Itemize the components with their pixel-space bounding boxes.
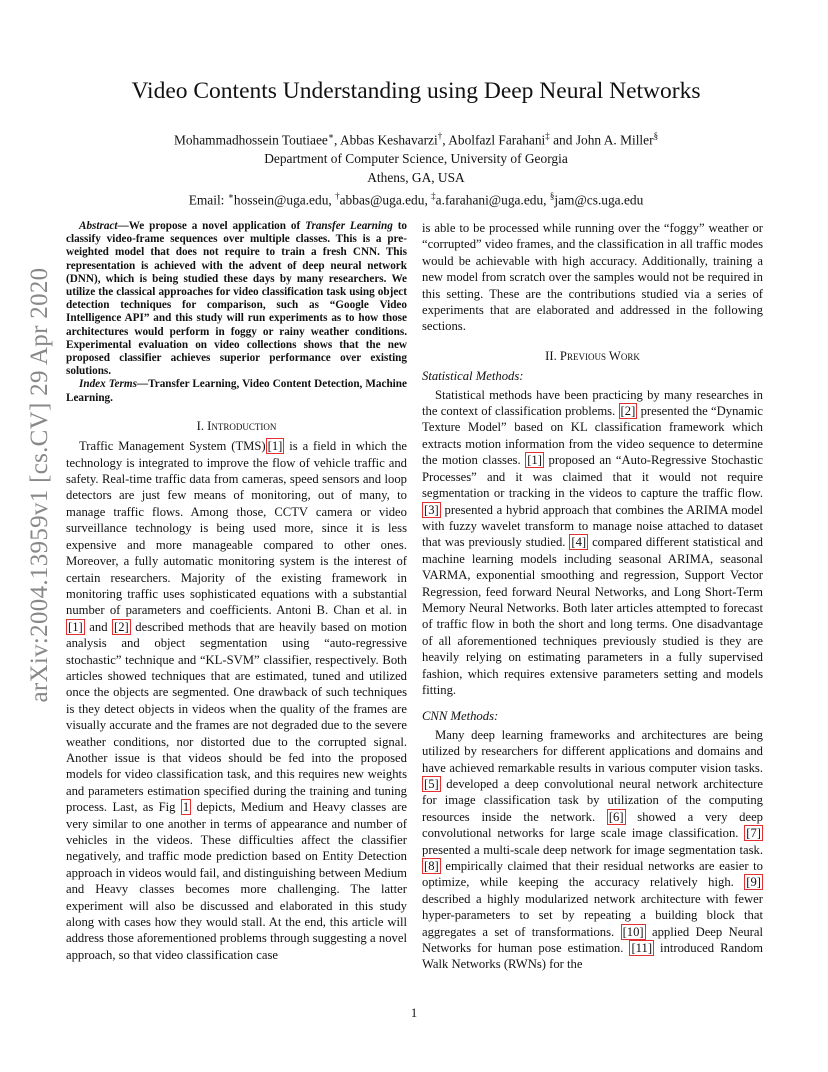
emails: Email: ∗hossein@uga.edu, †abbas@uga.edu, ‡a.farahani@uga.edu, §jam@cs.uga.edu — [188, 191, 644, 208]
citation-link[interactable]: [6] — [608, 809, 624, 824]
department: Department of Computer Science, University of Georgia — [264, 151, 568, 167]
citation-link[interactable]: [2] — [620, 404, 636, 419]
arxiv-identifier-text: arXiv:2004.13959v1 [cs.CV] 29 Apr 2020 — [26, 267, 53, 703]
citation-link[interactable]: [1] — [527, 453, 542, 468]
left-column — [66, 220, 407, 963]
email-link-2[interactable]: abbas@uga.edu, — [339, 192, 428, 208]
subsection-statistical-methods: Statistical Methods: — [422, 369, 524, 384]
citation-link[interactable]: [10] — [622, 924, 644, 939]
citation-link[interactable]: [1] — [68, 619, 83, 634]
page-number: 1 — [410, 1006, 418, 1020]
citation-link[interactable]: [2] — [114, 619, 129, 634]
statistical-methods-paragraph: Statistical methods have been practicing by many researches in the context of classification problems. [2] presented the “Dynamic Texture Model” based on KL classification framework which extracts motion information from the video sequence to determine the motion classes. [1] proposed an “Auto-Regressive Stochastic Processes” and it was claimed that it would not require segmentation or tracking in the videos to capture the traffic flow. [3] presented a hybrid approach that combines the ARIMA model with fuzzy wavelet transform to manage noise attached to dataset that was previously studied. [4] compared different statistical and machine learning models including seasonal ARIMA, seasonal VARMA, exponential smoothing and regression, Support Vector Regression, feed forward Neural Networks, and Long Short-Term Memory Neural Networks. Both later articles attempted to forecast of traffic flow in both the short and long terms. One disadvantage of all aforementioned techniques previously studied is they are heavily relying on estimating parameters in a fully supervised fashion, which requires extensive parameters setting and models fitting. — [422, 387, 763, 697]
intro-continuation: is able to be processed while running over the “foggy” weather or “corrupted” video frames, and the classification in all traffic modes would be achievable with high accuracy. Additionally, training a new model from scratch over the samples would not be required in this setting. These are the contributions studied via a series of experiments that are elaborated and addressed in the following sections. — [422, 221, 763, 334]
location: Athens, GA, USA — [367, 170, 465, 186]
abstract: Abstract—We propose a novel application of Transfer Learning to classify video-frame sequences over multiple classes. This is a pre-weighted model that does not require to train a fresh CNN. This representation is achieved with the advent of deep neural network (DNN), which is being studied these days by many researchers. We utilize the classical approaches for video classification task using object detection techniques for comparison, such as “Google Video Intelligence API” and this study will run experiments as to how those architectures would perform in foggy or rainy weather conditions. Experimental evaluation on video collections shows that the new proposed classifier achieves superior performance over existing solutions. — [66, 220, 408, 378]
citation-link[interactable]: [8] — [424, 859, 439, 874]
section-heading-previous-work: II. Previous Work — [545, 348, 640, 363]
figure-link[interactable]: 1 — [182, 800, 190, 815]
citation-link[interactable]: [3] — [424, 502, 439, 517]
subsection-cnn-methods: CNN Methods: — [422, 709, 499, 724]
arxiv-identifier — [20, 267, 60, 703]
citation-link[interactable]: [4] — [571, 535, 587, 550]
citation-link[interactable]: [1] — [267, 439, 283, 454]
cnn-methods-paragraph: Many deep learning frameworks and architectures are being utilized by researchers for different applications and domains and have achieved remarkable results in various computer vision tasks. [5] developed a deep convolutional neural network architecture for image classification task by utilization of the computing resources inside the network. [6] showed a very deep convolutional networks for large scale image classification. [7] presented a multi-scale deep network for image segmentation task. [8] empirically claimed that their residual networks are easier to optimize, while keeping the accuracy relatively high. [9] described a highly modularized network architecture with fewer hyper-parameters to set by repeating a building block that aggregates a set of transformations. [10] applied Deep Neural Networks for human pose estimation. [11] introduced Random Walk Networks (RWNs) for the — [422, 727, 763, 972]
citation-link[interactable]: [7] — [746, 826, 761, 841]
section-heading-introduction: I. Introduction — [196, 418, 277, 433]
author-block — [66, 127, 766, 210]
citation-link[interactable]: [9] — [746, 875, 761, 890]
author-names: Mohammadhossein Toutiaee∗, Abbas Keshavarzi†, Abolfazl Farahani‡ and John A. Miller§ — [173, 131, 659, 148]
email-link-4[interactable]: jam@cs.uga.edu — [554, 192, 644, 208]
right-column — [422, 220, 763, 973]
email-link-1[interactable]: hossein@uga.edu, — [233, 192, 332, 208]
citation-link[interactable]: [11] — [631, 941, 653, 956]
email-link-3[interactable]: a.farahani@uga.edu, — [435, 192, 547, 208]
intro-paragraph: Traffic Management System (TMS) [1] is a field in which the technology is integrated to improve the flow of vehicle traffic and safety. Real-time traffic data from cameras, speed sensors and loop detectors are just few means of monitoring, out of many, to manage traffic flows. Among those, CCTV camera or video surveillance technology is being used more, since it is less expensive and more manageable compared to other ones. Moreover, a fully automatic monitoring system is the interest of certain researchers. Majority of the existing framework in monitoring traffic uses sophisticated equations with a substantial number of parameters and coefficients. Antoni B. Chan et al. in [1] and [2] described methods that are heavily based on motion analysis and object segmentation using “auto-regressive stochastic” technique and “KL-SVM” classifier, respectively. Both articles showed techniques that are estimated, tuned and utilized once the objects are segmented. One drawback of such techniques is they detect objects in videos when the quality of the frames are visually accurate and the frames are not degraded due to the severe weather conditions, nor distorted due to the corrupted signal. Another issue is that videos should be fed into the proposed models for video classification task, and this requires new weights and parameters estimation specified during the training and tuning process. Last, as Fig 1 depicts, Medium and Heavy classes are very similar to one another in terms of appearance and number of vehicles in the videos. These difficulties affect the classifier negatively, and traffic mode prediction based on Entity Detection approach in videos would fail, and distinguishing between Medium and Heavy classes becomes more challenging. The latter experiment will also be discussed and elaborated in this study along with cases how they would stall. At the end, this article will address those aforementioned problems through suggesting a novel approach, so that video classification case — [66, 439, 408, 962]
citation-link[interactable]: [5] — [424, 777, 439, 791]
index-terms: Index Terms—Transfer Learning, Video Content Detection, Machine Learning. — [66, 378, 407, 404]
paper-title: Video Contents Understanding using Deep Neural Networks — [131, 78, 701, 104]
